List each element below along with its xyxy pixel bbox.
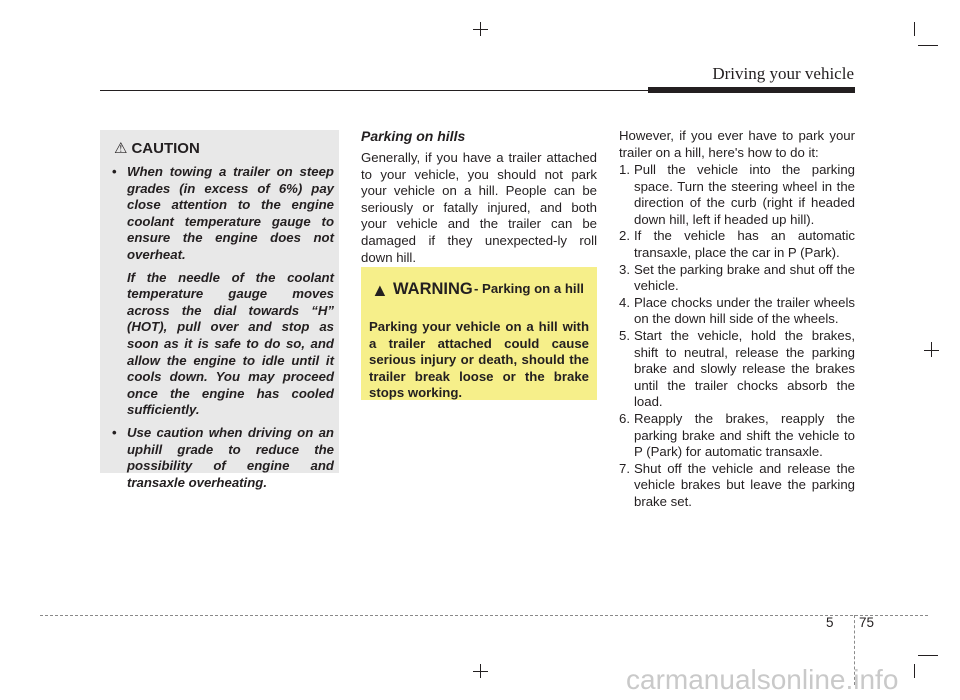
step-text: If the vehicle has an automatic transaxle, place the car in P (Park).: [634, 228, 855, 260]
caution-list: [106, 164, 334, 497]
step-item: [619, 228, 855, 261]
step-number: 2.: [619, 228, 630, 244]
step-number: 4.: [619, 294, 630, 310]
step-number: 1.: [619, 162, 630, 177]
warning-box: [361, 267, 597, 400]
step-text: Place chocks under the trailer wheels on the down hill side of the wheels.: [634, 294, 855, 327]
bullet: •: [112, 424, 117, 440]
caution-item-continuation: If the needle of the coolant temperature gauge moves across the dial towards “H” (HOT), pull over and stop as soon as it is safe to do so, and allow the engine to idle until it cools down. You may proceed once the engine has cooled sufficiently.: [127, 269, 334, 418]
crop-mark-right-h: [924, 350, 939, 351]
warning-subtitle: - Parking on a hill: [474, 281, 584, 296]
caution-title: CAUTION: [131, 140, 200, 157]
warning-body: Parking your vehicle on a hill with a trailer attached could cause serious injury or death, should the trailer break loose or the brake stops working.: [369, 319, 589, 401]
steps-list: [619, 162, 855, 510]
warning-title: WARNING: [393, 280, 473, 298]
crop-mark-top-right: [914, 22, 915, 36]
step-item: [619, 162, 855, 228]
caution-item-text: When towing a trailer on steep grades (in excess of 6%) pay close attention to the engine coolant temperature gauge to ensure the engine does not overheat.: [127, 164, 334, 262]
step-item: [619, 411, 855, 461]
step-text: Shut off the vehicle and release the vehicle brakes but leave the parking brake set.: [634, 460, 855, 509]
crop-mark-bottom-right-h: [918, 655, 938, 656]
footer-rule: [40, 615, 928, 616]
caution-item: [106, 164, 334, 419]
section-title: Driving your vehicle: [712, 64, 854, 83]
caution-box: [100, 130, 339, 490]
step-text: Reapply the brakes, reapply the parking brake and shift the vehicle to P (Park) for automatic transaxle.: [634, 410, 855, 460]
caution-heading: [114, 139, 200, 157]
step-item: [619, 295, 855, 328]
crop-mark-bottom-h: [473, 671, 488, 672]
crop-mark-top-right-h: [918, 45, 938, 46]
step-number: 7.: [619, 460, 630, 476]
crop-mark-top-h: [473, 29, 488, 30]
bullet: •: [112, 164, 117, 179]
chapter-number: 5: [826, 615, 834, 630]
header-rule-thick: [648, 87, 855, 93]
warning-triangle-icon: ▲: [371, 280, 389, 300]
page-number: 75: [859, 615, 875, 630]
step-item: [619, 262, 855, 295]
step-item: [619, 328, 855, 411]
step-text: Set the parking brake and shut off the vehicle.: [634, 261, 855, 294]
step-item: [619, 461, 855, 511]
crop-mark-bottom-right: [914, 664, 915, 678]
watermark: carmanualsonline.info: [626, 664, 899, 695]
caution-item-text: Use caution when driving on an uphill grade to reduce the possibility of engine and transaxle overheating.: [127, 424, 334, 490]
warning-triangle-icon: ⚠: [114, 140, 128, 157]
parking-paragraph: Generally, if you have a trailer attached to your vehicle, you should not park your vehicle on a hill. People can be seriously or fatally injured, and both your vehicle and the trailer can be damaged if they unexpected-ly roll down hill.: [361, 150, 597, 265]
step-number: 5.: [619, 327, 630, 343]
step-text: Pull the vehicle into the parking space. Turn the steering wheel in the direction of the curb (right if headed down hill, left if headed up hill).: [634, 162, 855, 227]
right-intro: However, if you ever have to park your trailer on a hill, here's how to do it:: [619, 128, 855, 160]
step-number: 6.: [619, 410, 630, 426]
step-text: Start the vehicle, hold the brakes, shift to neutral, release the parking brake and slowly release the brakes until the trailer chocks absorb the load.: [634, 327, 855, 410]
step-number: 3.: [619, 261, 630, 277]
header-rule: [100, 90, 648, 91]
caution-item: [106, 425, 334, 491]
parking-heading: Parking on hills: [361, 128, 466, 144]
